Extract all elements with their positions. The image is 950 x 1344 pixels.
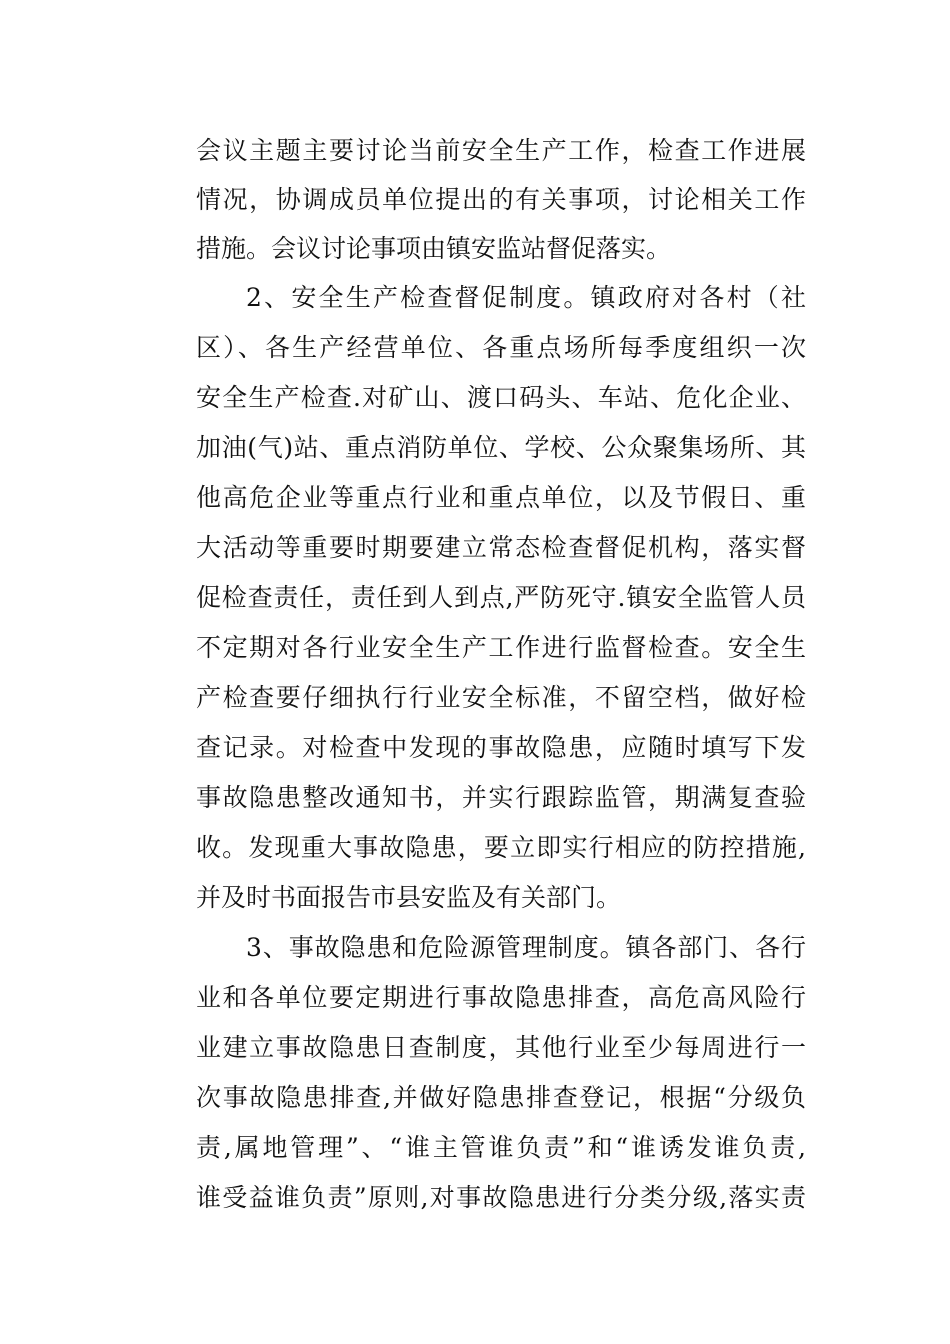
text-line: 措施。会议讨论事项由镇安监站督促落实。	[196, 234, 672, 263]
text-line: 2、安全生产检查督促制度。镇政府对各村（社	[246, 283, 806, 312]
text-line: 次事故隐患排查,并做好隐患排查登记，根据“分级负	[196, 1083, 806, 1112]
text-line: 3、事故隐患和危险源管理制度。镇各部门、各行	[246, 933, 806, 962]
text-line: 大活动等重要时期要建立常态检查督促机构，落实督	[196, 533, 806, 562]
text-line: 促检查责任，责任到人到点,严防死守.镇安全监管人员	[196, 583, 806, 612]
text-line: 会议主题主要讨论当前安全生产工作，检查工作进展	[196, 136, 806, 165]
text-line: 区）、各生产经营单位、各重点场所每季度组织一次	[196, 333, 806, 362]
text-line: 事故隐患整改通知书，并实行跟踪监管，期满复查验	[196, 783, 806, 812]
text-line: 并及时书面报告市县安监及有关部门。	[196, 883, 622, 912]
text-line: 业建立事故隐患日查制度，其他行业至少每周进行一	[196, 1033, 806, 1062]
text-line: 他高危企业等重点行业和重点单位，以及节假日、重	[196, 483, 806, 512]
text-line: 安全生产检查.对矿山、渡口码头、车站、危化企业、	[196, 383, 806, 412]
text-line: 收。发现重大事故隐患，要立即实行相应的防控措施,	[196, 833, 806, 862]
text-line: 不定期对各行业安全生产工作进行监督检查。安全生	[196, 633, 806, 662]
text-line: 产检查要仔细执行行业安全标准，不留空档，做好检	[196, 683, 806, 712]
text-line: 业和各单位要定期进行事故隐患排查，高危高风险行	[196, 983, 806, 1012]
text-line: 情况，协调成员单位提出的有关事项，讨论相关工作	[196, 185, 806, 214]
text-line: 加油(气)站、重点消防单位、学校、公众聚集场所、其	[196, 433, 806, 462]
text-line: 谁受益谁负责”原则,对事故隐患进行分类分级,落实责	[196, 1183, 806, 1212]
text-line: 责,属地管理”、“谁主管谁负责”和“谁诱发谁负责,	[196, 1133, 806, 1162]
text-line: 查记录。对检查中发现的事故隐患，应随时填写下发	[196, 733, 806, 762]
